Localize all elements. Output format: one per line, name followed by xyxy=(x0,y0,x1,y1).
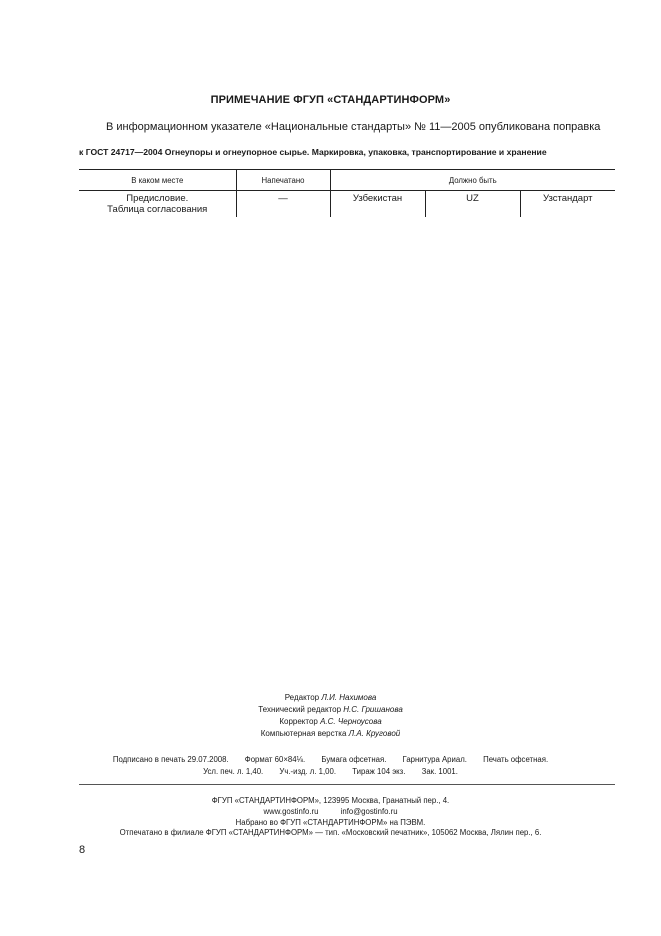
imprint-layout xyxy=(0,728,661,740)
page-number: 8 xyxy=(79,844,86,856)
note-lead-text: В информационном указателе «Национальные стандарты» № 11—2005 опубликована поправка xyxy=(106,121,601,133)
tech-editor-label: Технический редактор xyxy=(258,705,342,714)
pub-print: Печать офсетная. xyxy=(483,755,549,764)
footer-website: www.gostinfo.ru xyxy=(263,807,319,816)
cell-should-be-code: UZ xyxy=(425,191,520,218)
imprint-editor xyxy=(0,692,661,704)
corrector-label: Корректор xyxy=(279,717,318,726)
editor-name: Л.И. Нахимова xyxy=(321,693,377,702)
layout-label: Компьютерная верстка xyxy=(260,729,347,738)
pub-order: Зак. 1001. xyxy=(421,767,458,776)
table-row xyxy=(79,191,615,218)
corrector-name: А.С. Черноусова xyxy=(320,717,382,726)
publication-row-2 xyxy=(0,767,661,776)
cell-where xyxy=(79,191,236,218)
cell-should-be-body: Узстандарт xyxy=(520,191,615,218)
pub-sheets: Усл. печ. л. 1,40. xyxy=(203,767,264,776)
footer-typeset: Набрано во ФГУП «СТАНДАРТИНФОРМ» на ПЭВМ. xyxy=(235,818,426,827)
layout-name: Л.А. Круговой xyxy=(348,729,401,738)
footer-address: ФГУП «СТАНДАРТИНФОРМ», 123995 Москва, Гранатный пер., 4. xyxy=(211,796,450,805)
imprint-block xyxy=(0,692,661,740)
footer-printed-at: Отпечатано в филиале ФГУП «СТАНДАРТИНФОРМ» — тип. «Московский печатник», 105062 Москва, Лялин пер., 6. xyxy=(119,828,542,837)
pub-circulation: Тираж 104 экз. xyxy=(352,767,406,776)
tech-editor-name: Н.С. Гришанова xyxy=(343,705,403,714)
correction-table xyxy=(79,169,615,217)
publication-row-1 xyxy=(0,755,661,764)
cell-where-line2: Таблица согласования xyxy=(107,204,208,215)
note-title: ПРИМЕЧАНИЕ ФГУП «СТАНДАРТИНФОРМ» xyxy=(210,94,451,106)
pub-font: Гарнитура Ариал. xyxy=(402,755,467,764)
cell-where-line1: Предисловие. xyxy=(126,193,189,204)
header-should-be: Должно быть xyxy=(330,170,615,191)
cell-should-be-country: Узбекистан xyxy=(330,191,425,218)
imprint-tech-editor xyxy=(0,704,661,716)
footer-email: info@gostinfo.ru xyxy=(340,807,398,816)
imprint-corrector xyxy=(0,716,661,728)
footer-contacts xyxy=(0,807,661,816)
pub-format: Формат 60×84⅛. xyxy=(244,755,306,764)
editor-label: Редактор xyxy=(284,693,320,702)
header-where: В каком месте xyxy=(79,170,236,191)
divider-line xyxy=(79,784,615,785)
pub-signed: Подписано в печать 29.07.2008. xyxy=(112,755,229,764)
cell-printed: — xyxy=(236,191,330,218)
header-printed: Напечатано xyxy=(236,170,330,191)
pub-paper: Бумага офсетная. xyxy=(321,755,387,764)
note-subject: к ГОСТ 24717—2004 Огнеупоры и огнеупорное сырье. Маркировка, упаковка, транспортирование и хранение xyxy=(79,147,547,157)
pub-edition-sheets: Уч.-изд. л. 1,00. xyxy=(279,767,337,776)
